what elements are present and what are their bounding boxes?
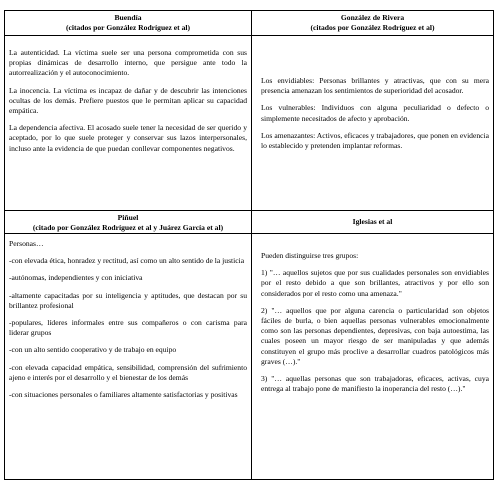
header-pinuel <box>5 211 251 233</box>
iglesias-content <box>252 251 493 477</box>
paragraph: Los envidiables: Personas brillantes y atractivas, que con su mera presencia amenazan los sentimientos de superioridad del acosador. <box>261 76 489 96</box>
list-item: -con elevada capacidad empática, sensibilidad, comprensión del sufrimiento ajeno e interés por el desarrollo y el bienestar de los demás <box>9 362 247 382</box>
header-divider-top <box>5 35 493 36</box>
header-subtitle: (citados por González Rodríguez et al) <box>65 23 191 32</box>
header-title: Buendía <box>114 13 142 22</box>
comparison-table <box>4 10 494 480</box>
header-title: González de Rivera <box>340 13 405 22</box>
paragraph: La inocencia. La víctima es incapaz de dañar y de descubrir las intenciones ocultas de los demás. Prefiere puestos que le permitan aplicar su capacidad empática. <box>9 85 247 116</box>
header-title: Piñuel <box>117 213 139 222</box>
pinuel-content <box>5 239 251 479</box>
list-item: -con situaciones personales o familiares altamente satisfactorias y positivas <box>9 390 238 400</box>
list-item: 3) "… aquellas personas que son trabajadoras, eficaces, activas, cuya entrega al trabajo pone de manifiesto la inoperancia del resto (…)." <box>261 374 489 394</box>
header-subtitle: (citado por González Rodríguez et al y Juárez García et al) <box>32 223 224 232</box>
paragraph: La dependencia afectiva. El acosado suele tener la necesidad de ser querido y aceptado, por lo que suele proteger y conservar sus lazos interpersonales, incluso ante la evidencia de que puedan conllevar componentes negativos. <box>9 123 247 153</box>
paragraph: Los amenazantes: Activos, eficaces y trabajadores, que ponen en evidencia lo establecido y pretenden implantar reformas. <box>261 130 489 151</box>
header-title: Iglesias et al <box>352 217 393 226</box>
paragraph: Pueden distinguirse tres grupos: <box>261 251 359 260</box>
gonzalez-de-rivera-content <box>252 76 493 208</box>
list-item: 1) "… aquellos sujetos que por sus cualidades personales son envidiables por el resto debido a que son brillantes, atractivos y por ello son considerados por el resto como una amenaza." <box>261 268 489 298</box>
header-subtitle: (citados por González Rodríguez et al) <box>310 23 435 32</box>
header-divider-bottom <box>5 233 493 234</box>
list-item: 2) "… aquellos que por alguna carencia o particularidad son objetos fáciles de burla, o bien aquellas personas vulnerables emocionalmente como son las personas dependientes, depresivas, con baja autoestima, las cuales poseen un mayor riesgo de ser manipuladas y que además constituyen el grupo más proclive a desarrollar cuadros patológicos más graves (…)." <box>261 305 489 366</box>
buendia-content <box>5 48 251 208</box>
list-item: -con elevada ética, honradez y rectitud, así como un alto sentido de la justicia <box>9 256 245 266</box>
list-item: -altamente capacitadas por su inteligencia y aptitudes, que destacan por su brillantez profesional <box>9 290 247 310</box>
header-gonzalez-de-rivera <box>252 11 493 35</box>
header-iglesias <box>252 211 493 233</box>
list-item: -autónomas, independientes y con iniciativa <box>9 273 143 283</box>
header-buendia <box>5 11 251 35</box>
paragraph: Los vulnerables: Individuos con alguna peculiaridad o defecto o simplemente necesitados de afecto y aprobación. <box>261 103 489 123</box>
paragraph: Personas… <box>9 239 44 248</box>
paragraph: La autenticidad. La víctima suele ser una persona comprometida con sus propias dinámicas de desarrollo interno, que persigue ante todo la autorrealización y el autoconocimiento. <box>9 48 247 78</box>
list-item: -con un alto sentido cooperativo y de trabajo en equipo <box>9 345 177 355</box>
list-item: -populares, líderes informales entre sus compañeros o con carisma para liderar grupos <box>9 318 247 338</box>
